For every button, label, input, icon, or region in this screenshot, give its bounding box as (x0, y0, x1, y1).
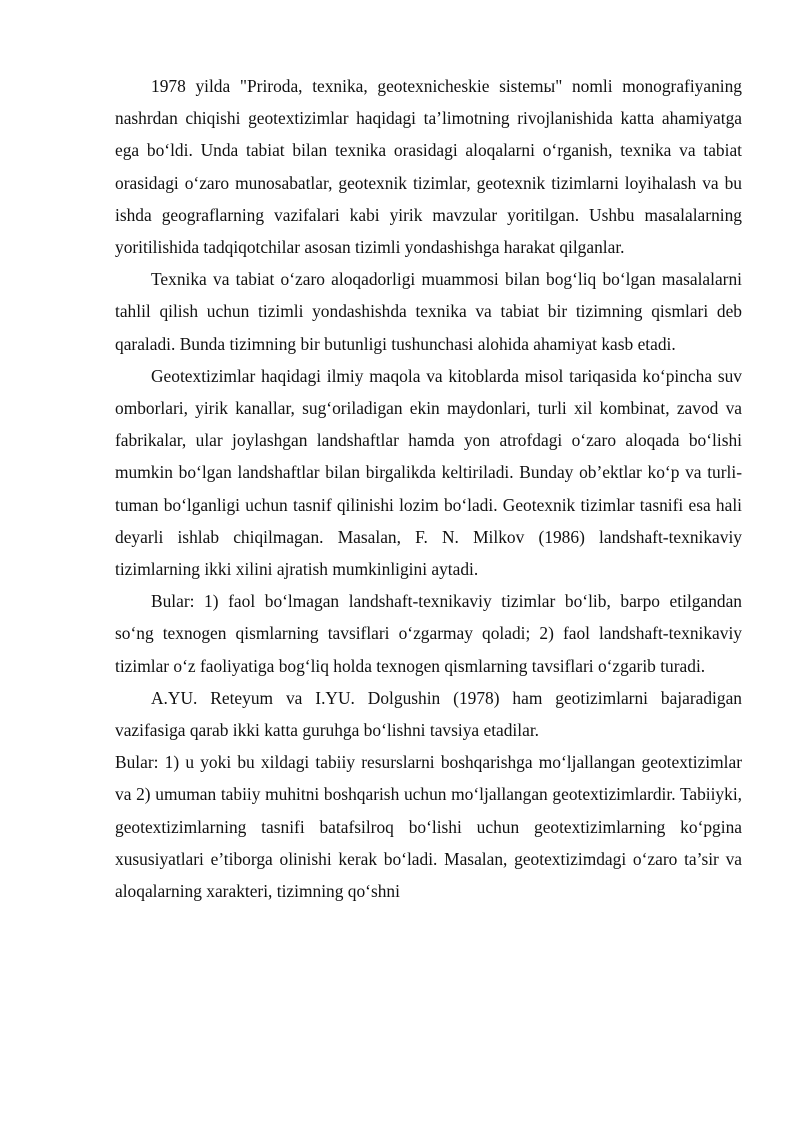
document-page (115, 70, 742, 907)
paragraph-milkov-types: Bular: 1) faol bo‘lmagan landshaft-texnikaviy tizimlar bo‘lib, barpo etilgandan so‘ng texnogen qismlarning tavsiflari o‘zgarmay qoladi; 2) faol landshaft-texnikaviy tizimlar o‘z faoliyatiga bog‘liq holda texnogen qismlarning tavsiflari o‘zgarib turadi. (115, 591, 742, 676)
paragraph-monograph-1978: 1978 yilda "Priroda, texnika, geotexnicheskie sistemы" nomli monografiyaning nashrdan chiqishi geotextizimlar haqidagi ta’limotning rivojlanishida katta ahamiyatga ega bo‘ldi. Unda tabiat bilan texnika orasidagi aloqalarni o‘rganish, texnika va tabiat orasidagi o‘zaro munosabatlar, geotexnik tizimlar, geotexnik tizimlarni loyihalash va bu ishda geograflarning vazifalari kabi yirik mavzular yoritilgan. Ushbu masalalarning yoritilishida tadqiqotchilar asosan tizimli yondashishga harakat qilganlar. (115, 76, 742, 258)
paragraph-systems-approach: Texnika va tabiat o‘zaro aloqadorligi muammosi bilan bog‘liq bo‘lgan masalalarni tahlil qilish uchun tizimli yondashishda texnika va tabiat bir tizimning qismlari deb qaraladi. Bunda tizimning bir butunligi tushunchasi alohida ahamiyat kasb etadi. (115, 269, 742, 354)
paragraph-reteyum-dolgushin: A.YU. Reteyum va I.YU. Dolgushin (1978) ham geotizimlarni bajaradigan vazifasiga qarab ikki katta guruhga bo‘lishni tavsiya etadilar. (115, 687, 742, 741)
paragraph-classification-groups: Bular: 1) u yoki bu xildagi tabiiy resurslarni boshqarishga mo‘ljallangan geotextizimlar va 2) umuman tabiiy muhitni boshqarish uchun mo‘ljallangan geotextizimlardir. Tabiiyki, geotextizimlarning tasnifi batafsilroq bo‘lishi uchun geotextizimlarning ko‘pgina xususiyatlari e’tiborga olinishi kerak bo‘ladi. Masalan, geotextizimdagi o‘zaro ta’sir va aloqalarning xarakteri, tizimning qo‘shni (115, 752, 742, 902)
paragraph-geotech-examples: Geotextizimlar haqidagi ilmiy maqola va kitoblarda misol tariqasida ko‘pincha suv omborlari, yirik kanallar, sug‘oriladigan ekin maydonlari, turli xil kombinat, zavod va fabrikalar, ular joylashgan landshaftlar hamda yon atrofdagi o‘zaro aloqada bo‘lishi mumkin bo‘lgan landshaftlar bilan birgalikda keltiriladi. Bunday ob’ektlar ko‘p va turli-tuman bo‘lganligi uchun tasnif qilinishi lozim bo‘ladi. Geotexnik tizimlar tasnifi esa hali deyarli ishlab chiqilmagan. Masalan, F. N. Milkov (1986) landshaft-texnikaviy tizimlarning ikki xilini ajratish mumkinligini aytadi. (115, 365, 742, 580)
